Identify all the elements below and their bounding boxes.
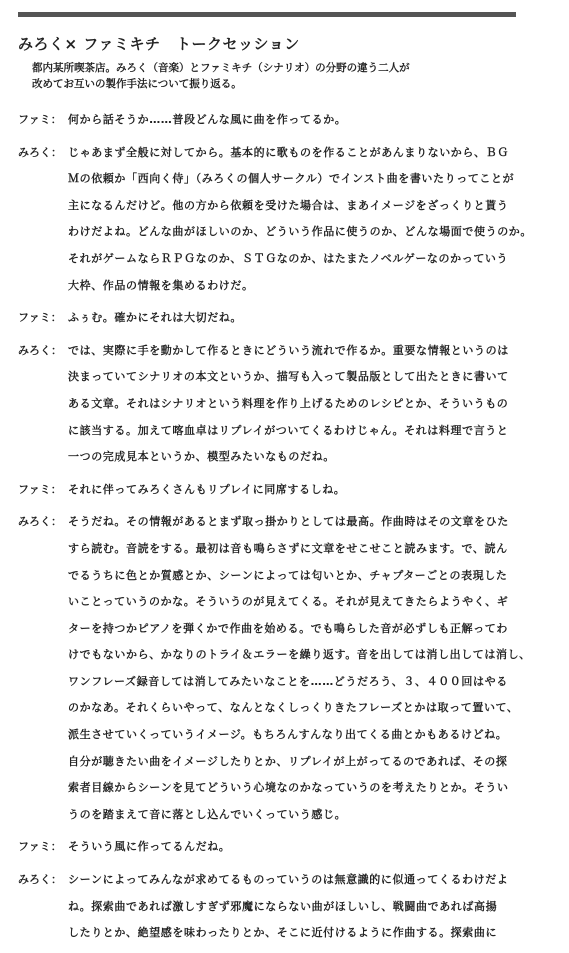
dialogue-line: 索者目線からシーンを見てどういう心境なのかなっていうのを考えたりとか。そうい bbox=[68, 781, 509, 795]
dialogue-entry bbox=[18, 338, 518, 471]
dialogue-line: Ｍの依頼か「西向く侍」（みろくの個人サークル）でインスト曲を書いたりってことが bbox=[68, 172, 515, 186]
dialogue-line: 主になるんだけど。他の方から依頼を受けた場合は、まあイメージをざっくりと貰う bbox=[68, 198, 509, 212]
top-rule bbox=[18, 12, 516, 17]
dialogue-line: 何から話そうか……普段どんな風に曲を作ってるか。 bbox=[68, 113, 347, 126]
dialogue-line: じゃあまず全般に対してから。基本的に歌ものを作ることがあんまりないから、ＢＧ bbox=[68, 145, 509, 159]
dialogue-entry bbox=[18, 509, 531, 828]
dialogue-entry bbox=[18, 867, 518, 947]
dialogue-text bbox=[68, 477, 518, 504]
page-title: みろく× ファミキチ トークセッション bbox=[18, 35, 300, 53]
dialogue-entry bbox=[18, 107, 518, 134]
speaker-label: みろく： bbox=[18, 145, 62, 159]
dialogue-line: では、実際に手を動かして作るときにどういう流れで作るか。重要な情報というのは bbox=[68, 343, 509, 357]
speaker-label: ファミ： bbox=[18, 482, 62, 496]
speaker-label: みろく： bbox=[18, 343, 62, 357]
dialogue-line: 派生させていくっていうイメージ。もちろんすんなり出てくる曲とかもあるけどね。 bbox=[68, 728, 508, 742]
dialogue-line: ある文章。それはシナリオという料理を作り上げるためのレシピとか、そういうもの bbox=[68, 396, 509, 410]
dialogue-entry bbox=[18, 834, 518, 861]
speaker-label: みろく： bbox=[18, 515, 62, 529]
dialogue-text bbox=[68, 338, 518, 471]
dialogue-line: そうだね。その情報があるとまず取っ掛かりとしては最高。作曲時はその文章をひた bbox=[68, 515, 509, 529]
dialogue-text bbox=[68, 834, 518, 861]
dialogue-body bbox=[18, 107, 532, 953]
dialogue-line: に該当する。加えて喀血卓はリプレイがついてくるわけじゃん。それは料理で言うと bbox=[68, 423, 509, 437]
intro-line: 都内某所喫茶店。みろく（音楽）とファミキチ（シナリオ）の分野の違う二人が bbox=[32, 62, 410, 74]
dialogue-line: うのを踏まえて音に落とし込んでいくっていう感じ。 bbox=[68, 807, 347, 821]
dialogue-text bbox=[68, 509, 531, 828]
speaker-label: ファミ： bbox=[18, 113, 62, 126]
dialogue-text bbox=[68, 140, 532, 300]
dialogue-entry bbox=[18, 140, 532, 300]
dialogue-entry bbox=[18, 305, 518, 332]
dialogue-line: ふぅむ。確かにそれは大切だね。 bbox=[68, 311, 242, 325]
dialogue-line: したりとか、絶望感を味わったりとか、そこに近付けるように作曲する。探索曲に bbox=[68, 926, 498, 940]
dialogue-line: 自分が聴きたい曲をイメージしたりとか、リプレイが上がってるのであれば、その探 bbox=[68, 754, 508, 768]
dialogue-line: ね。探索曲であれば激しすぎず邪魔にならない曲がほしいし、戦闘曲であれば高揚 bbox=[68, 899, 498, 913]
dialogue-line: のかなあ。それくらいやって、なんとなくしっくりきたフレーズとかは取って置いて、 bbox=[68, 701, 519, 715]
intro-line: 改めてお互いの製作手法について振り返る。 bbox=[32, 78, 242, 90]
dialogue-line: シーンによってみんなが求めてるものっていうのは無意識的に似通ってくるわけだよ bbox=[68, 873, 509, 887]
dialogue-line: すら読む。音読をする。最初は音も鳴らさずに文章をせこせこと読みます。で、読ん bbox=[68, 541, 508, 555]
dialogue-line: 一つの完成見本というか、模型みたいなものだね。 bbox=[68, 450, 335, 464]
dialogue-line: 決まっていてシナリオの本文というか、描写も入って製品版として出たときに書いて bbox=[68, 370, 509, 384]
speaker-label: みろく： bbox=[18, 873, 62, 887]
dialogue-line: それに伴ってみろくさんもリプレイに同席するしね。 bbox=[68, 482, 346, 496]
dialogue-line: 大枠、作品の情報を集めるわけだ。 bbox=[68, 278, 254, 292]
dialogue-line: ターを持つかピアノを弾くかで作曲を始める。でも鳴らした音が必ずしも正解ってわ bbox=[68, 621, 508, 635]
dialogue-line: でるうちに色とか質感とか、シーンによっては匂いとか、チャプターごとの表現した bbox=[68, 568, 508, 582]
dialogue-line: けでもないから、かなりのトライ＆エラーを繰り返す。音を出しては消し出しては消し、 bbox=[68, 648, 531, 662]
dialogue-text bbox=[68, 867, 518, 947]
dialogue-entry bbox=[18, 477, 518, 504]
dialogue-line: そういう風に作ってるんだね。 bbox=[68, 840, 231, 854]
dialogue-line: わけだよね。どんな曲がほしいのか、どういう作品に使うのか、どんな場面で使うのか。 bbox=[68, 225, 532, 239]
intro-text bbox=[32, 60, 410, 92]
dialogue-line: それがゲームならＲＰＧなのか、ＳＴＧなのか、はたまたノベルゲーなのかっていう bbox=[68, 251, 509, 265]
dialogue-text bbox=[68, 305, 518, 332]
dialogue-line: ワンフレーズ録音しては消してみたいなことを……どうだろう、３、４００回はやる bbox=[68, 674, 508, 688]
speaker-label: ファミ： bbox=[18, 840, 62, 854]
speaker-label: ファミ： bbox=[18, 311, 62, 325]
dialogue-text bbox=[68, 107, 518, 134]
dialogue-line: いことっていうのかな。そういうのが見えてくる。それが見えてきたらようやく、ギ bbox=[68, 595, 509, 609]
